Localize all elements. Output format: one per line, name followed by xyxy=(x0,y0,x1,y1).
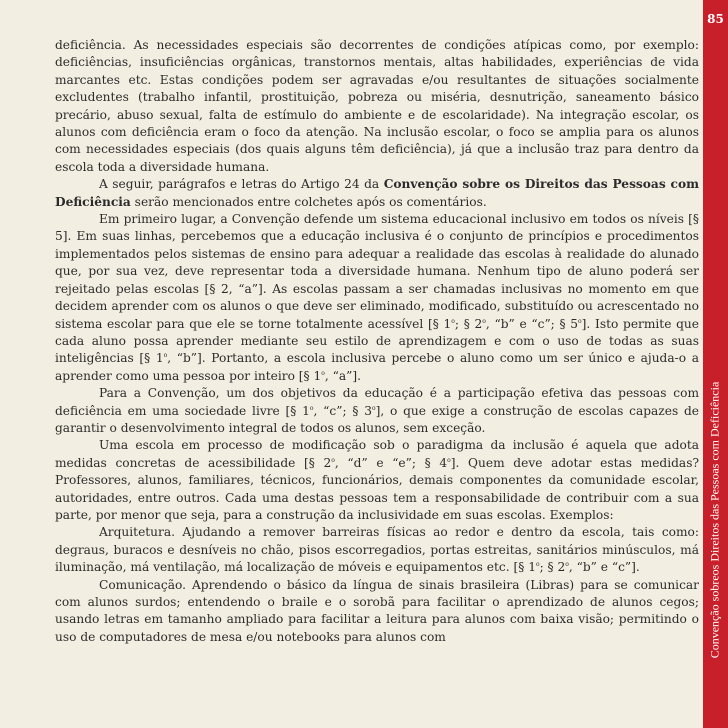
page-number: 85 xyxy=(707,12,724,26)
paragraph xyxy=(55,577,699,647)
ordinal-superscript: o xyxy=(565,561,569,569)
text-segment: , “a”]. xyxy=(324,368,361,383)
text-segment: Para a Convenção, um dos objetivos da educação é a participação efetiva das pessoas com deficiência em uma sociedade livre [§ 1 xyxy=(55,386,699,418)
text-segment: , “d” e “e”; § 4 xyxy=(334,455,448,470)
text-segment: A seguir, parágrafos e letras do Artigo 24 da xyxy=(99,177,384,192)
ordinal-superscript: o xyxy=(163,352,168,360)
paragraph xyxy=(55,524,699,576)
text-segment: deficiência. As necessidades especiais são decorrentes de condições atípicas como, por exemplo: deficiências, insuficiências orgânicas, transtornos mentais, altas habilidades, experiências de vida marcantes etc. Estas condições podem ser agravadas e/ou resultantes de situações socialmente excludentes (trabalho infantil, prostituição, pobreza ou miséria, desnutrição, saneamento básico precário, abuso sexual, falta de estímulo do ambiente e de escolaridade). Na integração escolar, os alunos com deficiência eram o foco da atenção. Na inclusão escolar, o foco se amplia para os alunos com necessidades especiais (dos quais alguns têm deficiência), já que a inclusão traz para dentro da escola toda a diversidade humana. xyxy=(55,38,699,174)
body-text xyxy=(55,37,699,646)
paragraph xyxy=(55,437,699,524)
text-segment: , “b” e “c”]. xyxy=(568,560,640,575)
side-running-title: Convenção sobreos Direitos das Pessoas com Deficiência xyxy=(707,381,722,659)
text-segment: serão mencionados entre colchetes após os comentários. xyxy=(130,194,487,209)
ordinal-superscript: o xyxy=(331,456,335,464)
ordinal-superscript: o xyxy=(371,404,376,412)
bold-text: Convenção sobre os Direitos das Pessoas com Deficiência xyxy=(55,177,699,209)
ordinal-superscript: o xyxy=(535,561,540,569)
text-segment: , “b” e “c”; § 5 xyxy=(485,316,579,331)
text-segment: ]. Isto permite que cada aluno possa aprender mediante seu estilo de aprendizagem e com o uso de todas as suas inteligências [§ 1 xyxy=(55,316,699,366)
text-segment: , “c”; § 3 xyxy=(313,403,372,418)
text-segment: ; § 2 xyxy=(539,560,566,575)
ordinal-superscript: o xyxy=(482,317,486,325)
ordinal-superscript: o xyxy=(578,317,582,325)
text-segment: ], o que exige a construção de escolas capazes de garantir o desenvolvimento integral de todos os alunos, sem exceção. xyxy=(55,403,699,435)
ordinal-superscript: o xyxy=(321,369,325,377)
ordinal-superscript: o xyxy=(447,456,451,464)
text-segment: ]. Quem deve adotar estas medidas? Professores, alunos, familiares, técnicos, funcionários, demais componentes da comunidade escolar, autoridades, entre outros. Cada uma destas pessoas tem a responsabilidade de contribuir com a sua parte, por menor que seja, para a construção da inclusividade em suas escolas. Exemplos: xyxy=(55,455,699,522)
text-segment: Uma escola em processo de modificação sob o paradigma da inclusão é aquela que adota medidas concretas de acessibilidade [§ 2 xyxy=(55,438,699,470)
text-segment: ; § 2 xyxy=(454,316,483,331)
text-segment: Em primeiro lugar, a Convenção defende um sistema educacional inclusivo em todos os níveis [§ 5]. Em suas linhas, percebemos que a educação inclusiva é o conjunto de princípios e procedimentos implementados pelos sistemas de ensino para adequar a realidade das escolas à realidade do alunado que, por sua vez, deve representar toda a diversidade humana. Nenhum tipo de aluno poderá ser rejeitado pelas escolas [§ 2, “a”]. As escolas passam a ser chamadas inclusivas no momento em que decidem aprender com os alunos o que deve ser eliminado, modificado, substituído ou acrescentado no sistema escolar para que ele se torne totalmente acessível [§ 1 xyxy=(55,212,699,331)
ordinal-superscript: o xyxy=(309,404,314,412)
text-segment: Comunicação. Aprendendo o básico da língua de sinais brasileira (Libras) para se comunicar com alunos surdos; entendendo o braile e o sorobã para facilitar o aprendizado de alunos cegos; usando letras em tamanho ampliado para facilitar a leitura para alunos com baixa visão; permitindo o uso de computadores de mesa e/ou notebooks para alunos com xyxy=(55,577,699,644)
paragraph xyxy=(55,176,699,211)
paragraph xyxy=(55,37,699,176)
paragraph xyxy=(55,385,699,437)
paragraph xyxy=(55,211,699,385)
ordinal-superscript: o xyxy=(451,317,455,325)
text-segment: , “b”]. Portanto, a escola inclusiva percebe o aluno como um ser único e ajuda-o a aprender como uma pessoa por inteiro [§ 1 xyxy=(55,351,699,383)
text-segment: Arquitetura. Ajudando a remover barreiras físicas ao redor e dentro da escola, tais como: degraus, buracos e desníveis no chão, pisos escorregadios, portas estreitas, sanitários minúsculos, má iluminação, má ventilação, má localização de móveis e equipamentos etc. [§ 1 xyxy=(55,525,699,575)
